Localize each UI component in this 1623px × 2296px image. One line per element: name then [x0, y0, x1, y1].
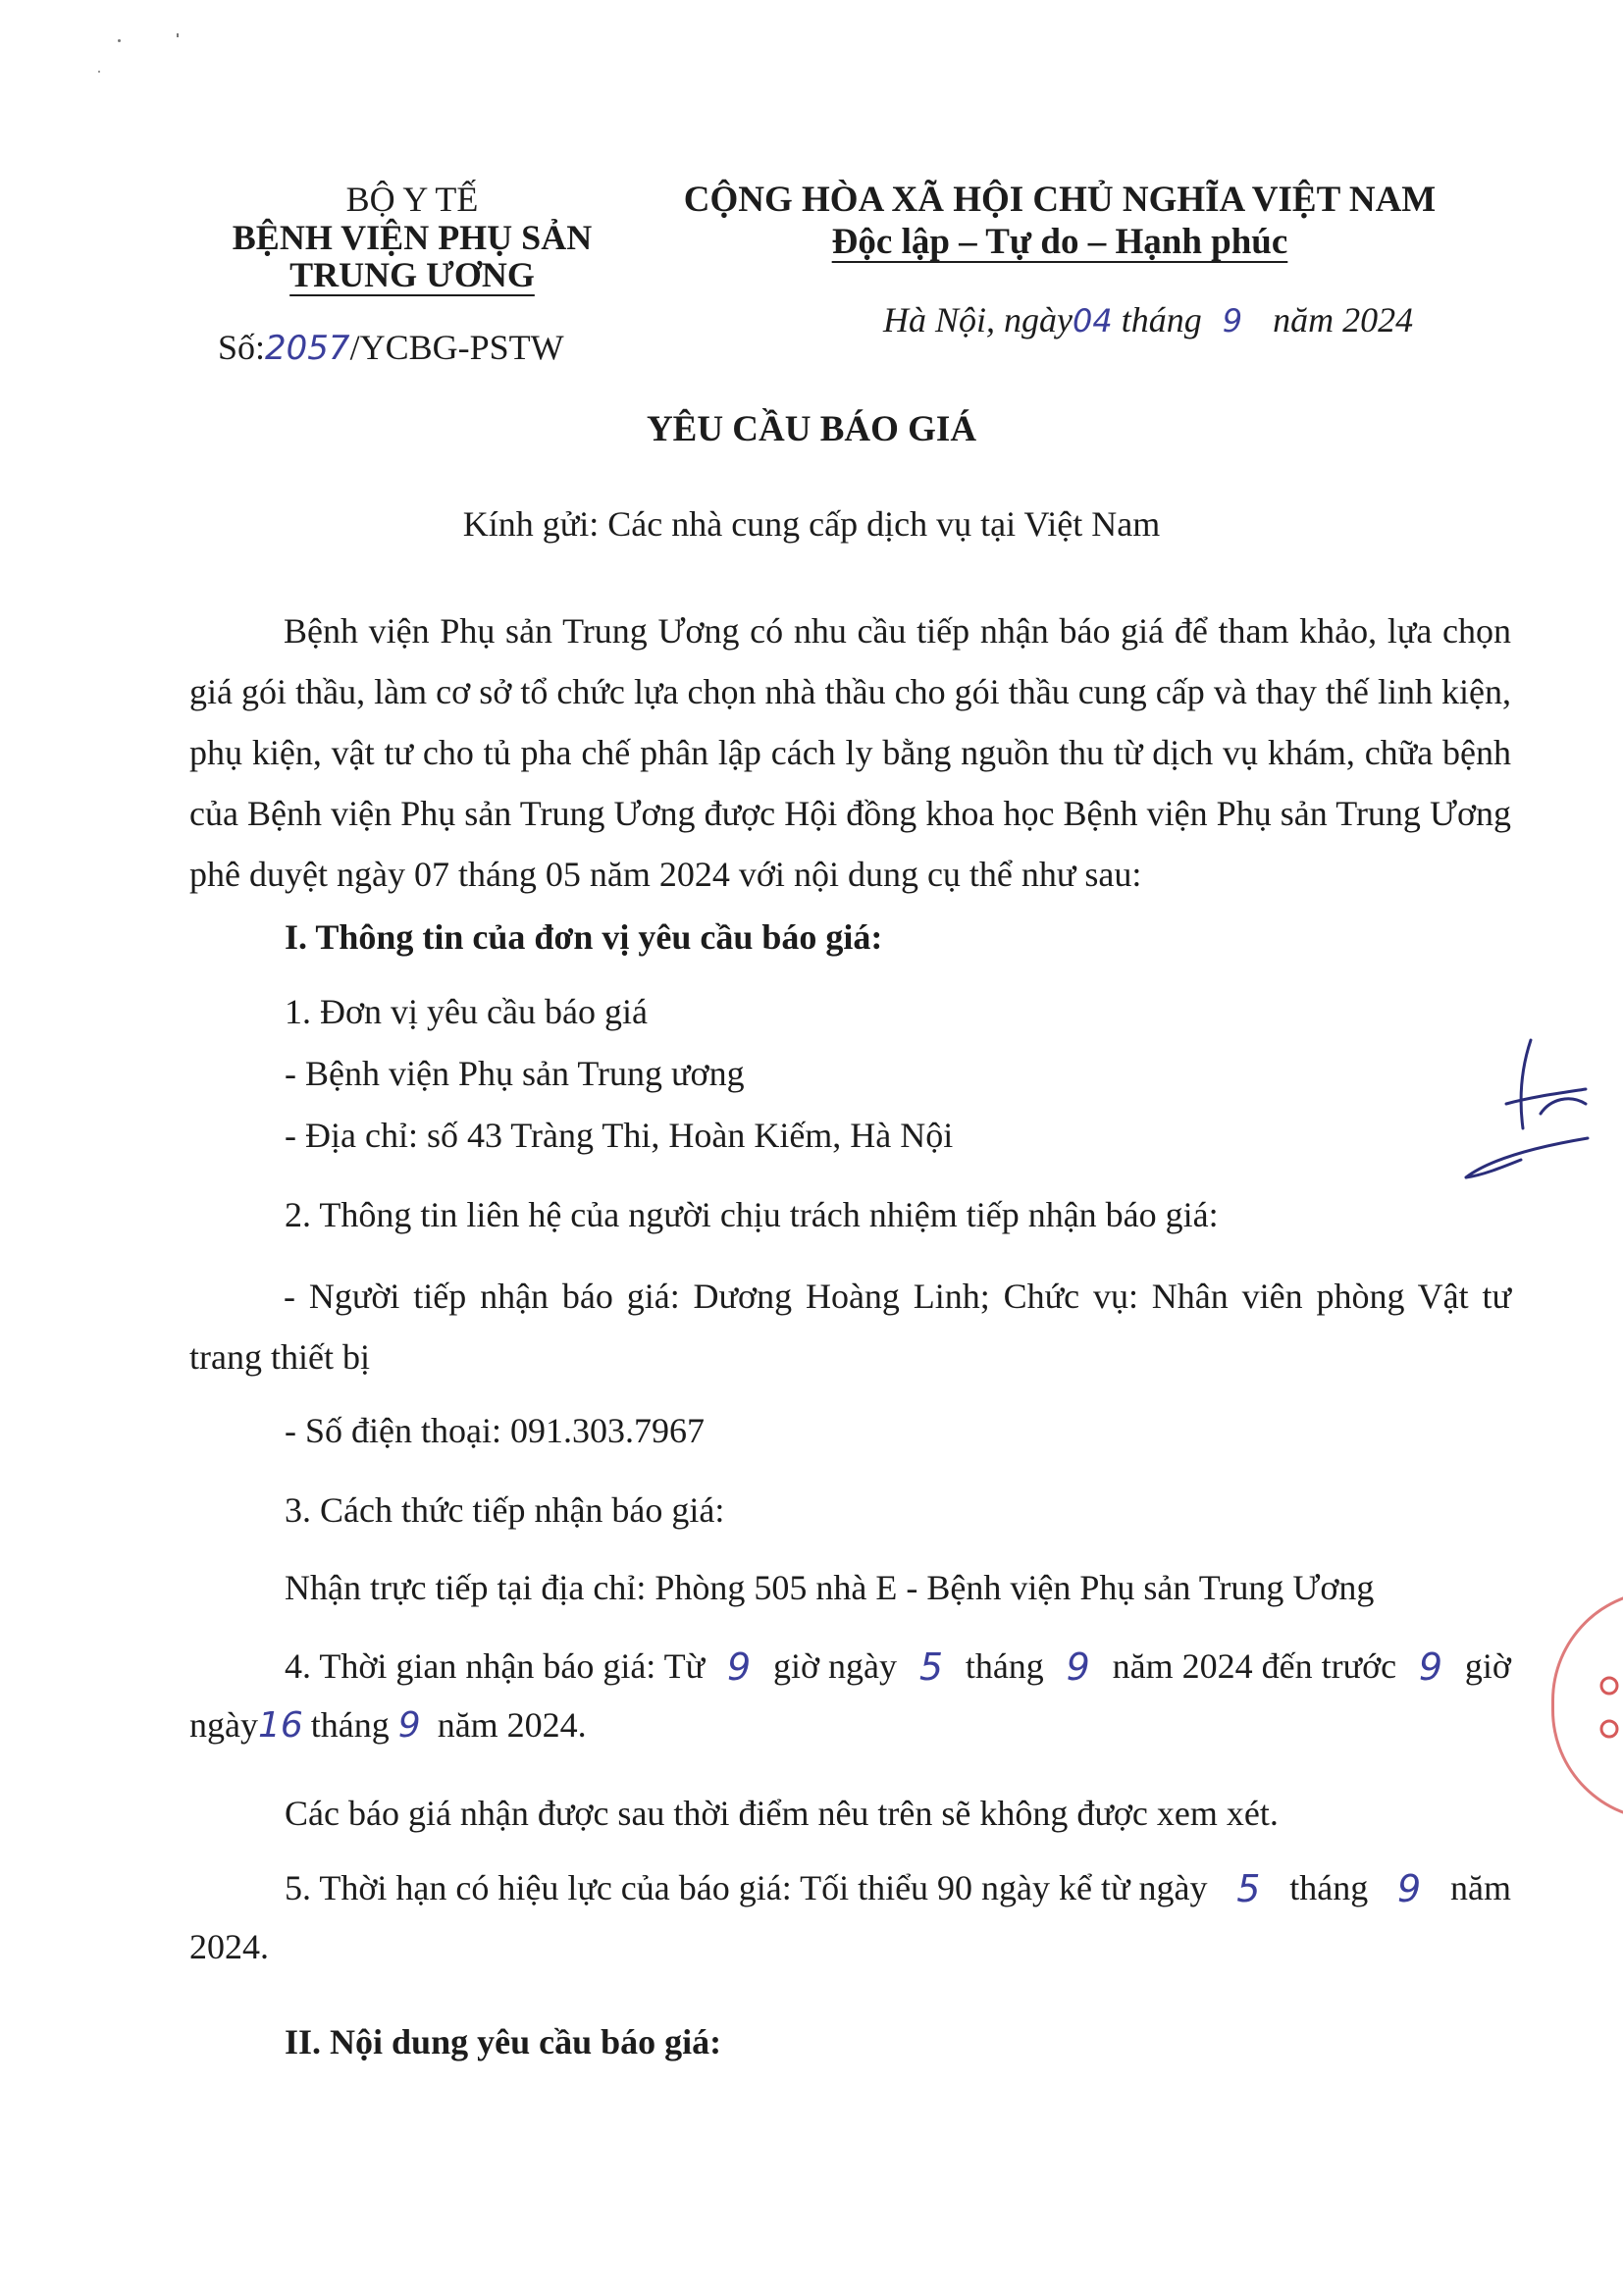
date-year: năm 2024 — [1273, 300, 1414, 339]
recipient-line: Kính gửi: Các nhà cung cấp dịch vụ tại Việt Nam — [462, 504, 1161, 544]
date-prefix: Hà Nội, ngày — [883, 300, 1073, 339]
item4-text2: giờ ngày — [772, 1646, 897, 1686]
item4-line1 — [285, 1645, 1511, 1689]
stamp-mark — [1584, 1668, 1623, 1756]
scan-speck — [177, 33, 179, 37]
hospital-name-line1: BỆNH VIỆN PHỤ SẢN — [232, 218, 593, 257]
item3-title: 3. Cách thức tiếp nhận báo giá: — [285, 1490, 725, 1530]
item4-day-to: 16 — [257, 1705, 303, 1746]
motto-text: Độc lập – Tự do – Hạnh phúc — [831, 222, 1288, 262]
item1-address: - Địa chỉ: số 43 Tràng Thi, Hoàn Kiếm, Hà Nội — [285, 1116, 954, 1155]
intro-paragraph: Bệnh viện Phụ sản Trung Ương có nhu cầu tiếp nhận báo giá để tham khảo, lựa chọn giá gói thầu, làm cơ sở tổ chức lựa chọn nhà thầu cho gói thầu cung cấp và thay thế linh kiện, phụ kiện, vật tư cho tủ pha chế phân lập cách ly bằng nguồn thu từ dịch vụ khám, chữa bệnh của Bệnh viện Phụ sản Trung Ương được Hội đồng khoa học Bệnh viện Phụ sản Trung Ương phê duyệt ngày 07 tháng 05 năm 2024 với nội dung cụ thể như sau: — [189, 611, 1511, 894]
number-label: Số: — [218, 328, 266, 367]
document-number — [218, 327, 564, 368]
item2-phone: - Số điện thoại: 091.303.7967 — [285, 1411, 705, 1450]
date-month-label: tháng — [1121, 300, 1202, 339]
ministry-name: BỘ Y TẾ — [345, 180, 479, 219]
item4-text6: ngày — [189, 1705, 258, 1745]
item5-text1: 5. Thời hạn có hiệu lực của báo giá: Tối thiểu 90 ngày kể từ ngày — [285, 1868, 1208, 1907]
item4-month-to: 9 — [397, 1705, 421, 1746]
number-suffix: /YCBG-PSTW — [349, 328, 564, 367]
scan-speck — [98, 71, 100, 73]
item1-title: 1. Đơn vị yêu cầu báo giá — [285, 992, 648, 1031]
item4-text4: năm 2024 đến trước — [1112, 1646, 1397, 1686]
scan-speck — [118, 39, 121, 42]
date-day: 04 — [1073, 302, 1113, 339]
item4-month-from: 9 — [1066, 1645, 1090, 1689]
item3-method: Nhận trực tiếp tại địa chỉ: Phòng 505 nhà E - Bệnh viện Phụ sản Trung Ương — [285, 1568, 1375, 1607]
late-note: Các báo giá nhận được sau thời điểm nêu trên sẽ không được xem xét. — [285, 1794, 1279, 1833]
item4-line2 — [189, 1704, 587, 1746]
hospital-name-line2-text: TRUNG ƯƠNG — [289, 255, 535, 294]
item4-text7: tháng — [310, 1705, 390, 1745]
item2-person: - Người tiếp nhận báo giá: Dương Hoàng Linh; Chức vụ: Nhân viên phòng Vật tư trang thiết bị — [189, 1277, 1511, 1377]
item4-text8: năm 2024. — [437, 1705, 587, 1745]
item4-text3: tháng — [965, 1646, 1044, 1686]
issue-date — [883, 299, 1413, 340]
item5-month: 9 — [1397, 1867, 1422, 1910]
document-title: YÊU CẦU BÁO GIÁ — [646, 409, 977, 449]
item1-unit: - Bệnh viện Phụ sản Trung ương — [285, 1054, 745, 1093]
hospital-name-line2 — [216, 254, 608, 295]
signature-mark — [1462, 1020, 1590, 1187]
country-name: CỘNG HÒA XÃ HỘI CHỦ NGHĨA VIỆT NAM — [683, 180, 1437, 220]
item4-hour-to: 9 — [1418, 1645, 1443, 1689]
item5-line2: 2024. — [189, 1927, 269, 1966]
section2-heading: II. Nội dung yêu cầu báo giá: — [285, 2022, 722, 2061]
date-month: 9 — [1222, 302, 1243, 339]
motto — [667, 221, 1452, 263]
item5-text3: năm — [1449, 1868, 1511, 1907]
item5-day: 5 — [1236, 1867, 1261, 1910]
item4-text1: 4. Thời gian nhận báo giá: Từ — [285, 1646, 706, 1686]
item5-line1 — [285, 1867, 1511, 1910]
section1-heading: I. Thông tin của đơn vị yêu cầu báo giá: — [285, 917, 883, 957]
number-handwritten: 2057 — [265, 329, 350, 368]
item4-text5: giờ — [1464, 1646, 1511, 1686]
item4-day-from: 5 — [918, 1645, 943, 1689]
item2-title: 2. Thông tin liên hệ của người chịu trách nhiệm tiếp nhận báo giá: — [285, 1195, 1219, 1234]
item5-text2: tháng — [1289, 1868, 1369, 1907]
item4-hour-from: 9 — [726, 1645, 752, 1689]
